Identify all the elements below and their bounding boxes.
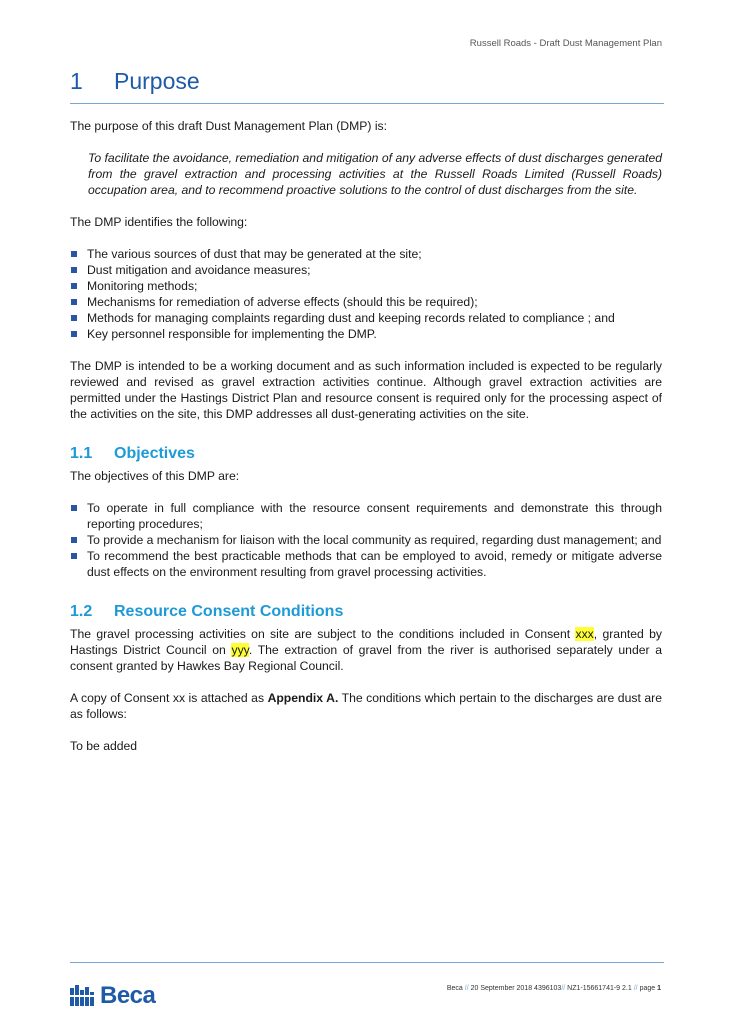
bullet-icon — [71, 251, 77, 257]
identifies-intro: The DMP identifies the following: — [70, 215, 248, 229]
beca-logo — [70, 982, 155, 1010]
beca-logo-icon — [70, 985, 96, 1007]
objectives-list — [70, 500, 662, 580]
footer-divider — [70, 962, 664, 963]
consent-paragraph: The gravel processing activities on site are subject to the conditions included in Consent xxx, granted by Hastings District Council on yyy. The extraction of gravel from the river is authorised separately under a consent granted by Hawkes Bay Regional Council. — [70, 627, 663, 673]
bullet-icon — [71, 331, 77, 337]
list-item: To provide a mechanism for liaison with the local community as required, regarding dust management; and — [70, 532, 662, 548]
section-title: Purpose — [114, 68, 200, 94]
highlight-placeholder: xxx — [575, 627, 594, 641]
purpose-quote: To facilitate the avoidance, remediation and mitigation of any adverse effects of dust discharges generated from the gravel extraction and processing activities at the Russell Roads Limited (Russell Roads) occupation area, and to recommend proactive solutions to the control of dust discharges from the site. — [88, 151, 662, 197]
purpose-intro: The purpose of this draft Dust Management Plan (DMP) is: — [70, 119, 388, 133]
list-item: The various sources of dust that may be generated at the site; — [70, 246, 662, 262]
list-item: Key personnel responsible for implementing the DMP. — [70, 326, 662, 342]
bullet-icon — [71, 315, 77, 321]
identify-list — [70, 246, 662, 342]
objectives-intro: The objectives of this DMP are: — [70, 469, 240, 483]
bullet-icon — [71, 283, 77, 289]
list-item: Methods for managing complaints regarding dust and keeping records related to compliance ; and — [70, 310, 662, 326]
list-item: To operate in full compliance with the resource consent requirements and demonstrate this through reporting procedures; — [70, 500, 662, 532]
bullet-icon — [71, 505, 77, 511]
logo-wordmark: Beca — [100, 982, 156, 1009]
working-document-paragraph: The DMP is intended to be a working document and as such information included is expected to be regularly reviewed and revised as gravel extraction activities continue. Although gravel extraction activities are permitted under the Hastings District Plan and resource consent is required only for the processing aspect of the activities on the site, this DMP addresses all dust-generating activities on the site. — [70, 359, 662, 421]
footer-reference: Beca // 20 September 2018 4396103// NZ1-15661741-9 2.1 // page 1 — [446, 985, 661, 992]
highlight-placeholder: yyy — [231, 643, 249, 657]
bullet-icon — [71, 537, 77, 543]
section-1-heading — [70, 68, 664, 104]
list-item: Dust mitigation and avoidance measures; — [70, 262, 662, 278]
list-item: To recommend the best practicable methods that can be employed to avoid, remedy or mitigate adverse dust effects on the environment resulting from gravel processing activities. — [70, 548, 662, 580]
appendix-paragraph: A copy of Consent xx is attached as Appendix A. The conditions which pertain to the discharges are dust are as follows: — [70, 691, 662, 721]
running-header: Russell Roads - Draft Dust Management Plan — [469, 38, 662, 49]
to-be-added-text: To be added — [70, 739, 138, 753]
bullet-icon — [71, 267, 77, 273]
bullet-icon — [71, 299, 77, 305]
section-1-1-heading: 1.1 Objectives — [70, 445, 195, 462]
appendix-reference: Appendix A. — [267, 691, 339, 705]
section-number: 1 — [70, 68, 83, 94]
list-item: Monitoring methods; — [70, 278, 662, 294]
list-item: Mechanisms for remediation of adverse effects (should this be required); — [70, 294, 662, 310]
bullet-icon — [71, 553, 77, 559]
page-number: 1 — [657, 985, 661, 992]
section-1-2-heading: 1.2 Resource Consent Conditions — [70, 603, 344, 620]
body-content — [70, 118, 662, 754]
